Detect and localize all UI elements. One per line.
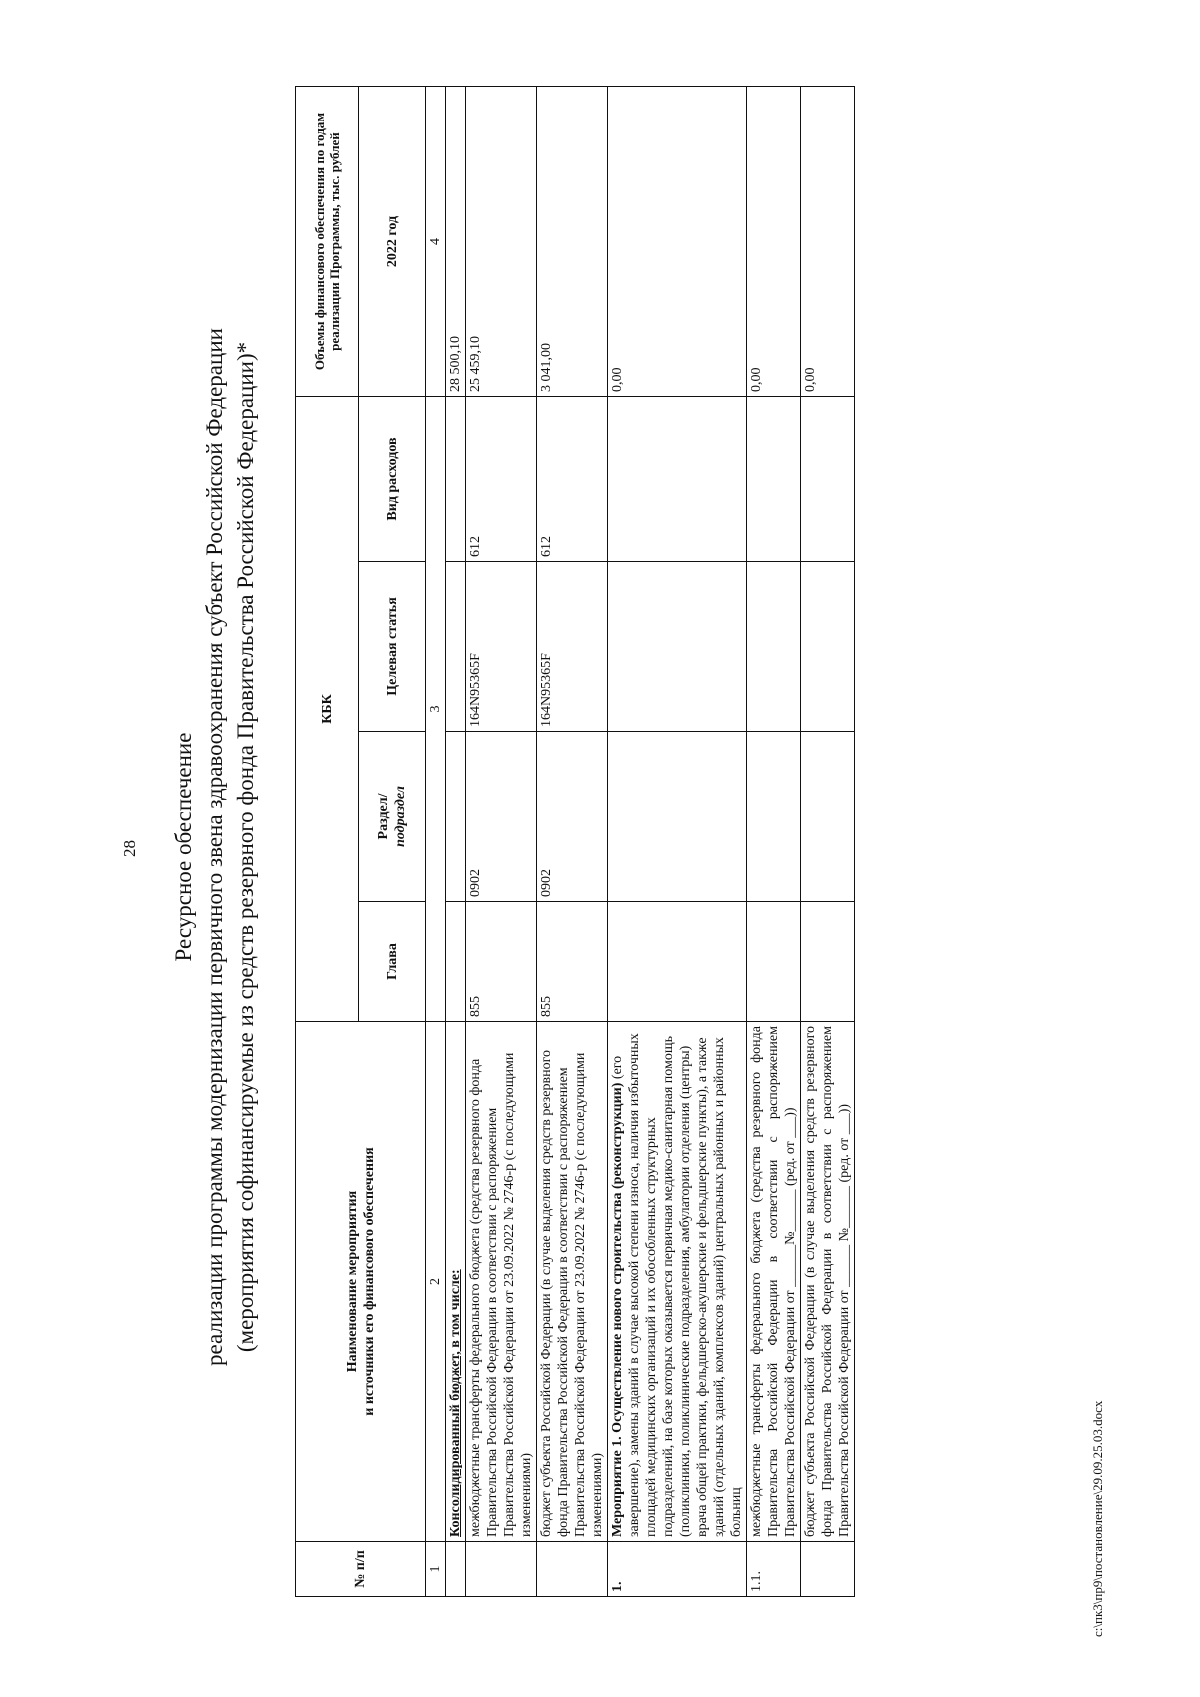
row-tselevaya	[801, 562, 855, 732]
table-row	[446, 87, 466, 1597]
header-name-line2: и источники его финансового обеспечения	[361, 1147, 377, 1416]
row-vid	[801, 397, 855, 562]
row-num: 1.1.	[747, 1542, 801, 1597]
table-row	[537, 87, 608, 1597]
row-num	[446, 1542, 466, 1597]
header-kbk: КБК	[296, 397, 359, 1022]
header-name-line1: Наименование мероприятия	[344, 1190, 360, 1373]
row-name-rest: (его завершение), замены зданий в случае высокой степени износа, наличия избыточных площадей медицинских организаций и их обособленных структурных подразделений, на базе которых оказывается первичная медико-санитарная помощь (поликлиники, поликлинические подразделения, амбулатории отделения (центры) врача общей практики, фельдшерско-акушерские и фельдшерские пункты), а также зданий (отдельных зданий, комплексов зданий) центральных районных и районных больниц	[610, 1033, 744, 1537]
header-row-1	[296, 87, 359, 1597]
row-name: бюджет субъекта Российской Федерации (в случае выделения средств резервного фонда Правительства Российской Федерации в соответствии с распоряжением Правительства Российской Федерации от 23.09.2022 № 2746-р (с последующими изменениями)	[537, 1022, 608, 1542]
header-year: 2022 год	[359, 87, 426, 397]
table-row	[801, 87, 855, 1597]
col-number-1: 1	[426, 1542, 446, 1597]
document-title	[168, 107, 261, 1587]
row-name: бюджет субъекта Российской Федерации (в случае выделения средств резервного фонда Правительства Российской Федерации в соответствии с распоряжением Правительства Российской Федерации от ______ №______ (ред. от ___))	[801, 1022, 855, 1542]
row-num	[801, 1542, 855, 1597]
header-glava: Глава	[359, 902, 426, 1022]
row-tselevaya: 164N95365F	[466, 562, 537, 732]
row-glava	[446, 902, 466, 1022]
row-glava: 855	[537, 902, 608, 1022]
row-glava	[747, 902, 801, 1022]
row-name: межбюджетные трансферты федерального бюджета (средства резервного фонда Правительства Российской Федерации в соответствии с распоряжением Правительства Российской Федерации от 23.09.2022 № 2746-р (с последующими изменениями)	[466, 1022, 537, 1542]
col-number-3: 3	[426, 397, 446, 1022]
row-vid: 612	[466, 397, 537, 562]
table-row	[747, 87, 801, 1597]
row-name-bold: Мероприятие 1. Осуществление нового строительства (реконструкции)	[610, 1082, 625, 1537]
row-glava	[608, 902, 747, 1022]
row-value: 0,00	[801, 87, 855, 397]
row-value: 28 500,10	[446, 87, 466, 397]
row-razdel	[747, 732, 801, 902]
col-number-4: 4	[426, 87, 446, 397]
row-tselevaya	[608, 562, 747, 732]
row-razdel	[608, 732, 747, 902]
row-vid	[446, 397, 466, 562]
row-value: 0,00	[747, 87, 801, 397]
row-glava	[801, 902, 855, 1022]
column-number-row	[426, 87, 446, 1597]
title-line-3: (мероприятия софинансируемые из средств резервного фонда Правительства Российской Федерации)*	[233, 341, 258, 1353]
table-row	[466, 87, 537, 1597]
header-volume: Объемы финансового обеспечения по годам реализации Программы, тыс. рублей	[296, 87, 359, 397]
header-num: № п/п	[296, 1542, 426, 1597]
row-num: 1.	[608, 1542, 747, 1597]
row-name: Консолидированный бюджет, в том числе:	[446, 1022, 466, 1542]
header-vid: Вид расходов	[359, 397, 426, 562]
col-number-2: 2	[426, 1022, 446, 1542]
header-razdel-line2: подраздел	[393, 786, 408, 847]
row-tselevaya	[446, 562, 466, 732]
row-name	[608, 1022, 747, 1542]
row-vid: 612	[537, 397, 608, 562]
row-vid	[747, 397, 801, 562]
row-glava: 855	[466, 902, 537, 1022]
title-line-1: Ресурсное обеспечение	[171, 732, 196, 962]
row-razdel	[801, 732, 855, 902]
header-name	[296, 1022, 426, 1542]
row-value: 25 459,10	[466, 87, 537, 397]
row-razdel: 0902	[537, 732, 608, 902]
table-row	[608, 87, 747, 1597]
resource-table	[295, 86, 855, 1597]
title-line-2: реализации программы модернизации первичного звена здравоохранения субъект Российской Федерации	[202, 328, 227, 1366]
row-razdel	[446, 732, 466, 902]
row-tselevaya: 164N95365F	[537, 562, 608, 732]
row-name: межбюджетные трансферты федерального бюджета (средства резервного фонда Правительства Российской Федерации в соответствии с распоряжением Правительства Российской Федерации от ______№______ (ред. от ___))	[747, 1022, 801, 1542]
row-value: 3 041,00	[537, 87, 608, 397]
header-razdel-line1: Раздел/	[376, 793, 391, 840]
row-razdel: 0902	[466, 732, 537, 902]
row-num	[537, 1542, 608, 1597]
header-tselevaya: Целевая статья	[359, 562, 426, 732]
footer-file-path: c:\пк3\пр9\постановление\29.09.25.03.docx	[1090, 1400, 1105, 1637]
page-number: 28	[120, 840, 139, 857]
row-vid	[608, 397, 747, 562]
header-razdel	[359, 732, 426, 902]
row-num	[466, 1542, 537, 1597]
row-value: 0,00	[608, 87, 747, 397]
row-tselevaya	[747, 562, 801, 732]
